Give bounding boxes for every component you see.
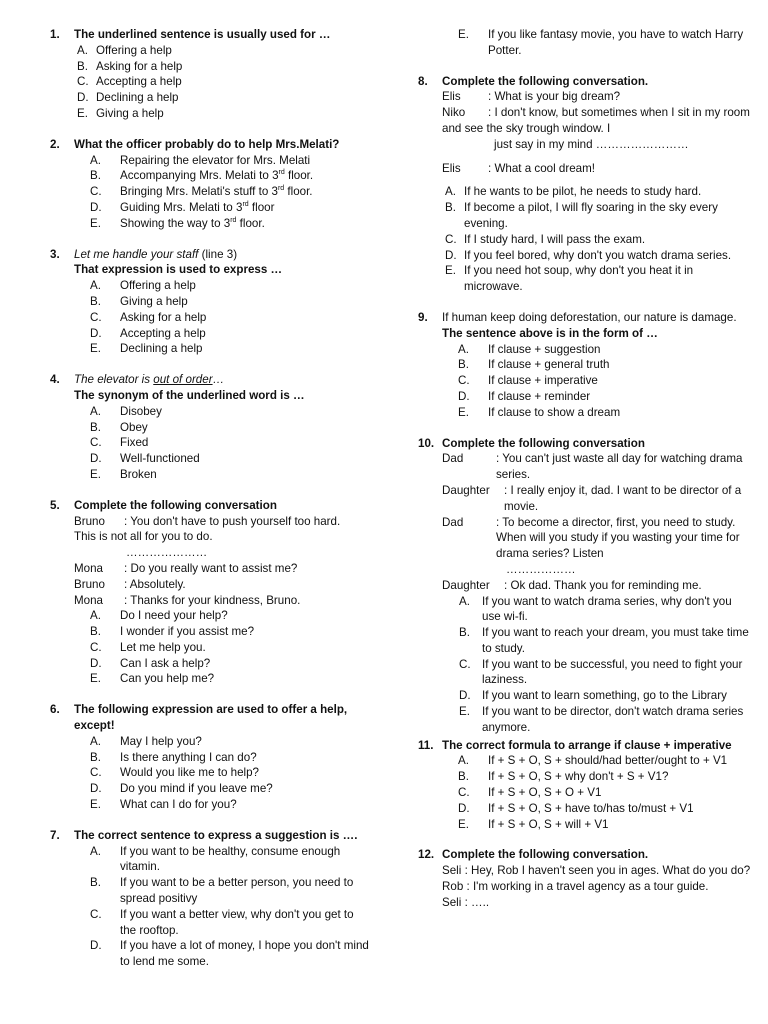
conversation-line: [442, 578, 753, 594]
option-d: [442, 801, 753, 817]
option-text: If clause + imperative: [488, 374, 598, 388]
answer-blank: ………………: [506, 562, 576, 576]
option-text: Accepting a help: [120, 326, 206, 340]
option-e: [74, 467, 370, 483]
option-b: [74, 624, 370, 640]
speaker: Niko: [442, 106, 466, 120]
option-letter: D.: [90, 452, 102, 466]
option-list: [74, 734, 370, 813]
option-a: [74, 43, 370, 59]
option-text: Well-functioned: [120, 452, 200, 466]
option-e: [442, 263, 753, 295]
option-text: If you want to be successful, you need to fight your laziness.: [482, 657, 743, 687]
option-b: [74, 875, 370, 907]
option-list: [442, 594, 753, 736]
option-text: If clause + reminder: [488, 389, 591, 403]
question-number: 9.: [418, 310, 428, 324]
option-letter: E.: [77, 106, 88, 120]
option-list: [442, 27, 753, 59]
option-letter: A.: [458, 342, 469, 356]
option-letter: E.: [90, 672, 101, 686]
question-7: [50, 828, 370, 970]
option-letter: C.: [90, 766, 102, 780]
option-text: If you want to be healthy, consume enough vitamin.: [120, 844, 341, 874]
option-text: Offering a help: [120, 279, 196, 293]
option-text: If you want to reach your dream, you must take time to study.: [482, 626, 749, 655]
speaker: Elis: [442, 90, 461, 104]
option-letter: B.: [458, 358, 469, 372]
option-text: If + S + O, S + have to/has to/must + V1: [488, 801, 694, 815]
question-12: [418, 847, 753, 910]
option-letter: A.: [77, 43, 88, 57]
option-text: Declining a help: [120, 342, 203, 356]
conversation-line: [442, 161, 753, 177]
option-d: [74, 90, 370, 106]
option-letter: C.: [458, 786, 470, 800]
option-e: [442, 27, 753, 59]
conversation-continuation: just say in my mind ……………………: [494, 137, 689, 151]
option-text: Asking for a help: [96, 59, 183, 73]
option-e: [442, 817, 753, 833]
option-a: [74, 153, 370, 169]
conversation-line: Rob : I'm working in a travel agency as a tour guide.: [442, 880, 709, 894]
option-letter: A.: [90, 844, 101, 858]
option-d: [442, 389, 753, 405]
speaker: Bruno: [74, 514, 105, 528]
utterance: : You don't have to push yourself too hard.: [124, 514, 341, 528]
option-text: If you want to be director, don't watch drama series anymore.: [482, 705, 744, 734]
option-letter: E.: [458, 817, 469, 831]
option-list: [442, 753, 753, 832]
option-text: Is there anything I can do?: [120, 750, 257, 764]
option-text: If clause + general truth: [488, 358, 610, 372]
speaker: Seli: [442, 895, 462, 909]
option-text: Giving a help: [120, 294, 188, 308]
option-text: If you feel bored, why don't you watch drama series.: [464, 248, 732, 262]
option-text: What can I do for you?: [120, 798, 237, 812]
option-letter: E.: [90, 798, 101, 812]
option-b: [74, 420, 370, 436]
option-list: [442, 342, 753, 421]
option-letter: C.: [90, 310, 102, 324]
option-letter: E.: [445, 264, 456, 278]
conversation-line: [442, 89, 753, 105]
option-text: Showing the way to 3rd floor.: [120, 216, 265, 230]
option-list: [74, 608, 370, 687]
option-b: [442, 200, 753, 232]
question-stem: The correct sentence to express a suggestion is ….: [74, 828, 358, 842]
question-10: [418, 436, 753, 736]
question-quote: Let me handle your staff (line 3): [74, 247, 238, 261]
option-text: Accepting a help: [96, 75, 182, 89]
option-d: [442, 248, 753, 264]
conversation-continuation: This is not all for you to do.: [74, 530, 213, 544]
option-a: [74, 278, 370, 294]
option-letter: E.: [458, 28, 469, 41]
utterance: : Absolutely.: [124, 577, 186, 591]
option-letter: D.: [90, 326, 102, 340]
option-a: [442, 753, 753, 769]
option-text: Declining a help: [96, 91, 179, 105]
option-d: [74, 938, 370, 970]
option-letter: B.: [459, 626, 470, 640]
conversation-line: [442, 515, 753, 562]
question-number: 5.: [50, 498, 60, 512]
question-3: [50, 247, 370, 358]
option-a: [74, 608, 370, 624]
option-letter: A.: [90, 153, 101, 167]
option-text: If you want a better view, why don't you get to the rooftop.: [120, 907, 354, 937]
question-2: [50, 137, 370, 232]
option-letter: A.: [459, 594, 470, 608]
conversation-line: Seli : …..: [442, 895, 490, 909]
option-text: May I help you?: [120, 734, 202, 748]
conversation-line: [74, 593, 370, 609]
option-text: Bringing Mrs. Melati's stuff to 3rd floor.: [120, 185, 313, 199]
question-number: 8.: [418, 74, 428, 88]
option-text: Obey: [120, 420, 148, 434]
option-letter: C.: [90, 640, 102, 654]
speaker: Daughter: [442, 578, 490, 592]
option-list: [74, 278, 370, 357]
option-letter: C.: [90, 436, 102, 450]
option-text: If clause + suggestion: [488, 342, 601, 356]
option-c: [74, 184, 370, 200]
utterance: : Ok dad. Thank you for reminding me.: [504, 578, 702, 592]
option-e: [442, 405, 753, 421]
option-text: Giving a help: [96, 106, 164, 120]
option-e: [74, 341, 370, 357]
option-letter: B.: [458, 770, 469, 784]
option-c: [442, 232, 753, 248]
option-letter: B.: [77, 59, 88, 73]
option-a: [74, 734, 370, 750]
option-letter: D.: [90, 656, 102, 670]
question-stem: Complete the following conversation: [74, 498, 277, 512]
question-5: [50, 498, 370, 688]
question-number: 12.: [418, 848, 435, 862]
option-letter: B.: [90, 750, 101, 764]
option-text: Would you like me to help?: [120, 766, 259, 780]
question-stem: Complete the following conversation.: [442, 848, 649, 862]
conversation: [74, 514, 370, 609]
speaker: Mona: [74, 593, 104, 607]
question-sentence: If human keep doing deforestation, our nature is damage.: [442, 310, 737, 324]
conversation-line: [442, 483, 753, 515]
option-letter: A.: [90, 734, 101, 748]
option-c: [74, 310, 370, 326]
option-letter: D.: [77, 91, 89, 105]
question-number: 4.: [50, 373, 60, 387]
conversation-line: Seli : Hey, Rob I haven't seen you in ages. What do you do?: [442, 864, 751, 878]
option-text: Offering a help: [96, 43, 172, 57]
option-d: [74, 781, 370, 797]
option-letter: C.: [458, 374, 470, 388]
option-letter: B.: [90, 169, 101, 183]
option-letter: E.: [90, 342, 101, 356]
option-a: [442, 342, 753, 358]
option-letter: B.: [90, 420, 101, 434]
speaker: Daughter: [442, 483, 490, 497]
question-stem: Complete the following conversation: [442, 436, 645, 450]
utterance: : I really enjoy it, dad. I want to be director of a movie.: [504, 483, 742, 513]
conversation-line: [74, 514, 370, 530]
conversation: [442, 89, 753, 176]
question-quote: The elevator is out of order…: [74, 373, 225, 387]
option-letter: E.: [459, 705, 470, 719]
utterance: : You can't just waste all day for watching drama series.: [496, 452, 743, 482]
answer-blank: …………………: [126, 546, 208, 560]
underlined-phrase: out of order: [153, 373, 213, 387]
option-letter: A.: [445, 185, 456, 199]
option-letter: C.: [77, 75, 89, 89]
option-letter: D.: [445, 248, 457, 262]
option-letter: C.: [90, 185, 102, 199]
option-c: [74, 74, 370, 90]
utterance: : What a cool dream!: [488, 161, 595, 175]
option-letter: E.: [90, 467, 101, 481]
option-b: [74, 168, 370, 184]
option-e: [442, 704, 753, 736]
option-b: [74, 750, 370, 766]
option-a: [74, 404, 370, 420]
speaker: Bruno: [74, 577, 105, 591]
question-number: 2.: [50, 137, 60, 151]
question-7-continued: [418, 27, 753, 59]
option-text: If become a pilot, I will fly soaring in the sky every evening.: [464, 201, 718, 230]
option-text: Asking for a help: [120, 310, 207, 324]
option-b: [442, 625, 753, 657]
option-letter: B.: [90, 625, 101, 639]
option-text: Let me help you.: [120, 640, 206, 654]
option-text: Disobey: [120, 404, 162, 418]
option-text: If you need hot soup, why don't you heat it in microwave.: [464, 264, 694, 294]
option-text: Can I ask a help?: [120, 656, 211, 670]
option-c: [74, 640, 370, 656]
option-c: [74, 907, 370, 939]
option-letter: A.: [90, 404, 101, 418]
option-text: If you want to be a better person, you need to spread positivy: [120, 876, 354, 906]
option-text: If you have a lot of money, I hope you don't mind to lend me some.: [120, 939, 369, 969]
option-letter: A.: [90, 279, 101, 293]
option-e: [74, 216, 370, 232]
option-text: Broken: [120, 467, 157, 481]
question-number: 6.: [50, 703, 60, 717]
question-number: 11.: [418, 738, 434, 752]
option-d: [74, 451, 370, 467]
question-1: [50, 27, 370, 122]
conversation-line: [74, 561, 370, 577]
option-text: If I study hard, I will pass the exam.: [464, 232, 646, 246]
option-text: Can you help me?: [120, 672, 215, 686]
speaker: Dad: [442, 452, 464, 466]
left-column: [50, 27, 370, 985]
question-number: 3.: [50, 247, 60, 261]
option-text: Do I need your help?: [120, 609, 228, 623]
option-text: If + S + O, S + O + V1: [488, 786, 602, 800]
question-stem: That expression is used to express …: [74, 263, 283, 277]
option-d: [74, 656, 370, 672]
option-letter: B.: [90, 876, 101, 890]
question-stem: The following expression are used to offer a help, except!: [74, 703, 348, 733]
option-b: [442, 357, 753, 373]
option-text: If he wants to be pilot, he needs to study hard.: [464, 185, 702, 199]
option-e: [74, 797, 370, 813]
question-8: [418, 74, 753, 295]
option-d: [74, 326, 370, 342]
option-text: If + S + O, S + why don't + S + V1?: [488, 770, 669, 784]
option-letter: E.: [458, 405, 469, 419]
option-text: Repairing the elevator for Mrs. Melati: [120, 153, 311, 167]
speaker: Seli: [442, 864, 462, 878]
option-letter: E.: [90, 216, 101, 230]
question-number: 1.: [50, 28, 60, 41]
option-list: [74, 43, 370, 122]
option-letter: C.: [459, 657, 471, 671]
option-letter: D.: [90, 200, 102, 214]
option-letter: C.: [90, 907, 102, 921]
question-stem: The correct formula to arrange if clause + imperative: [442, 738, 732, 752]
utterance: : I don't know, but sometimes when I sit in my room and see the sky trough window. I: [442, 106, 750, 135]
question-6: [50, 702, 370, 813]
option-text: If + S + O, S + will + V1: [488, 817, 609, 831]
option-text: If + S + O, S + should/had better/ought to + V1: [488, 754, 728, 768]
option-text: Do you mind if you leave me?: [120, 782, 273, 796]
option-text: Guiding Mrs. Melati to 3rd floor: [120, 200, 275, 214]
question-stem: Complete the following conversation.: [442, 74, 649, 88]
option-list: [74, 844, 370, 970]
conversation: [442, 451, 753, 593]
option-c: [442, 657, 753, 689]
option-text: If clause to show a dream: [488, 405, 621, 419]
speaker: Rob: [442, 880, 464, 894]
option-b: [442, 769, 753, 785]
utterance: : Do you really want to assist me?: [124, 561, 298, 575]
speaker: Mona: [74, 561, 104, 575]
option-list: [74, 404, 370, 483]
question-stem: What the officer probably do to help Mrs.Melati?: [74, 137, 340, 151]
question-stem: The sentence above is in the form of …: [442, 326, 658, 340]
option-c: [442, 785, 753, 801]
question-number: 7.: [50, 828, 60, 842]
conversation-line: [442, 105, 753, 137]
option-b: [74, 294, 370, 310]
option-text: I wonder if you assist me?: [120, 625, 255, 639]
option-c: [442, 373, 753, 389]
utterance: : Thanks for your kindness, Bruno.: [124, 593, 301, 607]
option-letter: C.: [445, 232, 457, 246]
option-a: [442, 184, 753, 200]
option-letter: D.: [90, 939, 102, 953]
conversation-line: [74, 577, 370, 593]
option-c: [74, 435, 370, 451]
utterance: : What is your big dream?: [488, 90, 621, 104]
option-b: [74, 59, 370, 75]
question-9: [418, 310, 753, 421]
conversation: [442, 863, 753, 910]
question-4: [50, 372, 370, 483]
option-text: If you want to watch drama series, why don't you use wi-fi.: [482, 594, 732, 624]
option-letter: A.: [458, 754, 469, 768]
speaker: Elis: [442, 161, 461, 175]
option-text: Accompanying Mrs. Melati to 3rd floor.: [120, 169, 314, 183]
option-list: [442, 184, 753, 295]
option-text: If you want to learn something, go to the Library: [482, 689, 727, 703]
option-d: [442, 688, 753, 704]
option-d: [74, 200, 370, 216]
option-text: Fixed: [120, 436, 149, 450]
option-letter: B.: [445, 201, 456, 215]
option-letter: D.: [458, 389, 470, 403]
option-e: [74, 671, 370, 687]
speaker: Dad: [442, 515, 464, 529]
option-letter: D.: [459, 689, 471, 703]
conversation-line: [442, 451, 753, 483]
option-list: [74, 153, 370, 232]
option-a: [442, 594, 753, 626]
option-letter: B.: [90, 294, 101, 308]
option-e: [74, 106, 370, 122]
option-letter: A.: [90, 609, 101, 623]
utterance: : To become a director, first, you need to study. When will you study if you wasting your time for drama series? Listen: [496, 515, 740, 561]
question-11: [418, 738, 753, 833]
right-column: [418, 27, 753, 926]
option-text: If you like fantasy movie, you have to watch Harry Potter.: [488, 28, 744, 57]
option-letter: D.: [458, 801, 470, 815]
question-stem: The synonym of the underlined word is …: [74, 388, 305, 402]
option-letter: D.: [90, 782, 102, 796]
question-stem: The underlined sentence is usually used for …: [74, 28, 331, 41]
option-a: [74, 844, 370, 876]
option-c: [74, 765, 370, 781]
question-number: 10.: [418, 436, 435, 450]
